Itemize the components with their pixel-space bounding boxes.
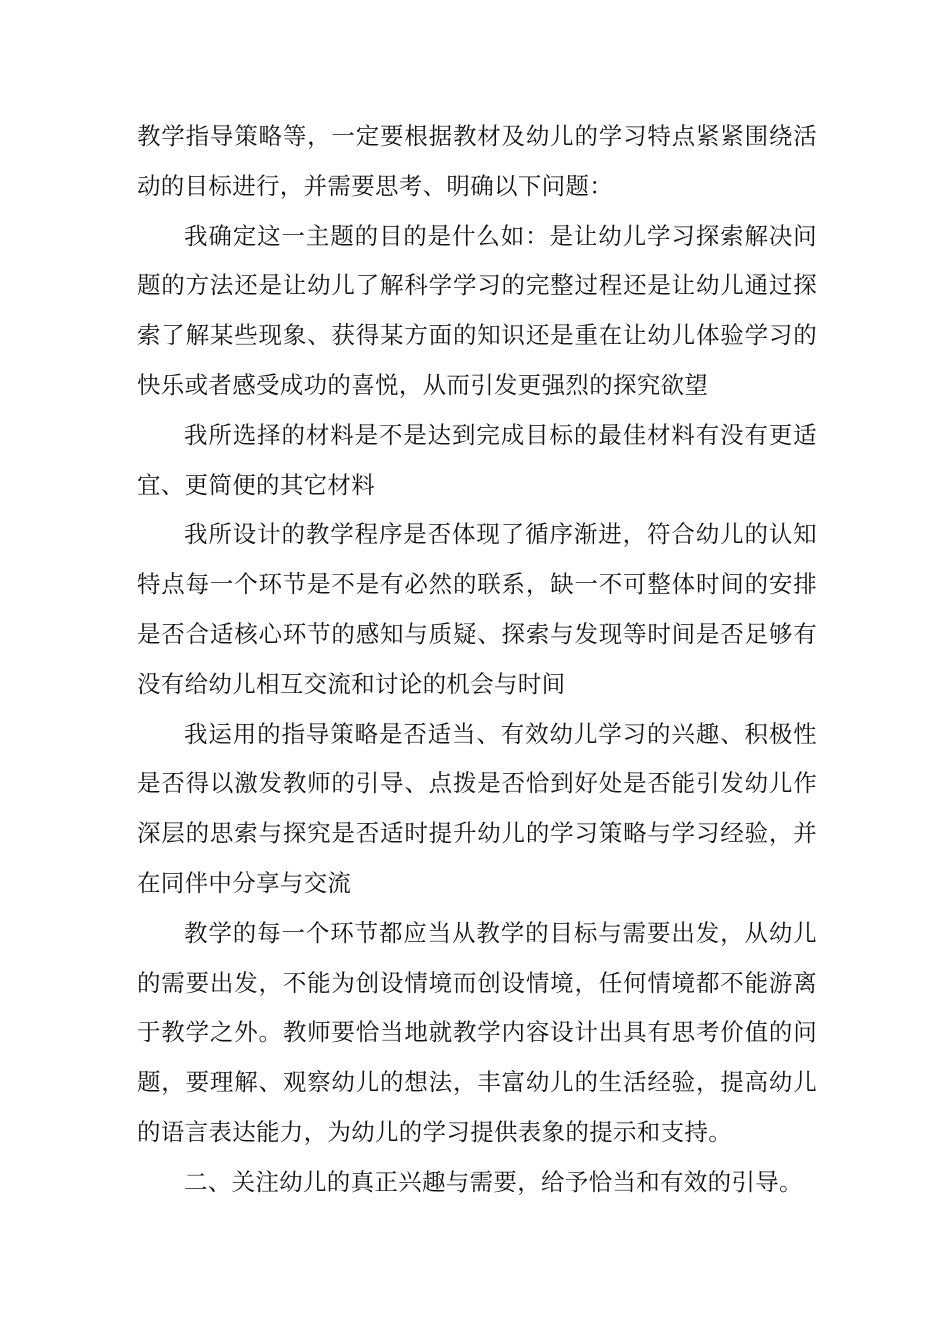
paragraph-topic-purpose: 我确定这一主题的目的是什么如：是让幼儿学习探索解决问题的方法还是让幼儿了解科学学习的完整过程还是让幼儿通过探索了解某些现象、获得某方面的知识还是重在让幼儿体验学习的快乐或者感受成功的喜悦，从而引发更强烈的探究欲望	[137, 221, 817, 399]
section-heading-2: 二、关注幼儿的真正兴趣与需要，给予恰当和有效的引导。	[184, 1167, 803, 1196]
document-body	[137, 112, 817, 1208]
paragraph-materials: 我所选择的材料是不是达到完成目标的最佳材料有没有更适宜、更简便的其它材料	[137, 420, 817, 499]
paragraph-teaching-steps: 教学的每一个环节都应当从教学的目标与需要出发，从幼儿的需要出发，不能为创设情境而创设情境，任何情境都不能游离于教学之外。教师要恰当地就教学内容设计出具有思考价值的问题，要理解、观察幼儿的想法，丰富幼儿的生活经验，提高幼儿的语言表达能力，为幼儿的学习提供表象的提示和支持。	[137, 918, 817, 1146]
paragraph-continuation: 教学指导策略等，一定要根据教材及幼儿的学习特点紧紧围绕活动的目标进行，并需要思考、明确以下问题：	[137, 122, 817, 200]
paragraph-teaching-procedure: 我所设计的教学程序是否体现了循序渐进，符合幼儿的认知特点每一个环节是不是有必然的联系，缺一不可整体时间的安排是否合适核心环节的感知与质疑、探索与发现等时间是否足够有没有给幼儿相互交流和讨论的机会与时间	[137, 520, 817, 698]
paragraph-guidance-strategy: 我运用的指导策略是否适当、有效幼儿学习的兴趣、积极性是否得以激发教师的引导、点拨是否恰到好处是否能引发幼儿作深层的思索与探究是否适时提升幼儿的学习策略与学习经验，并在同伴中分享与交流	[137, 719, 817, 897]
